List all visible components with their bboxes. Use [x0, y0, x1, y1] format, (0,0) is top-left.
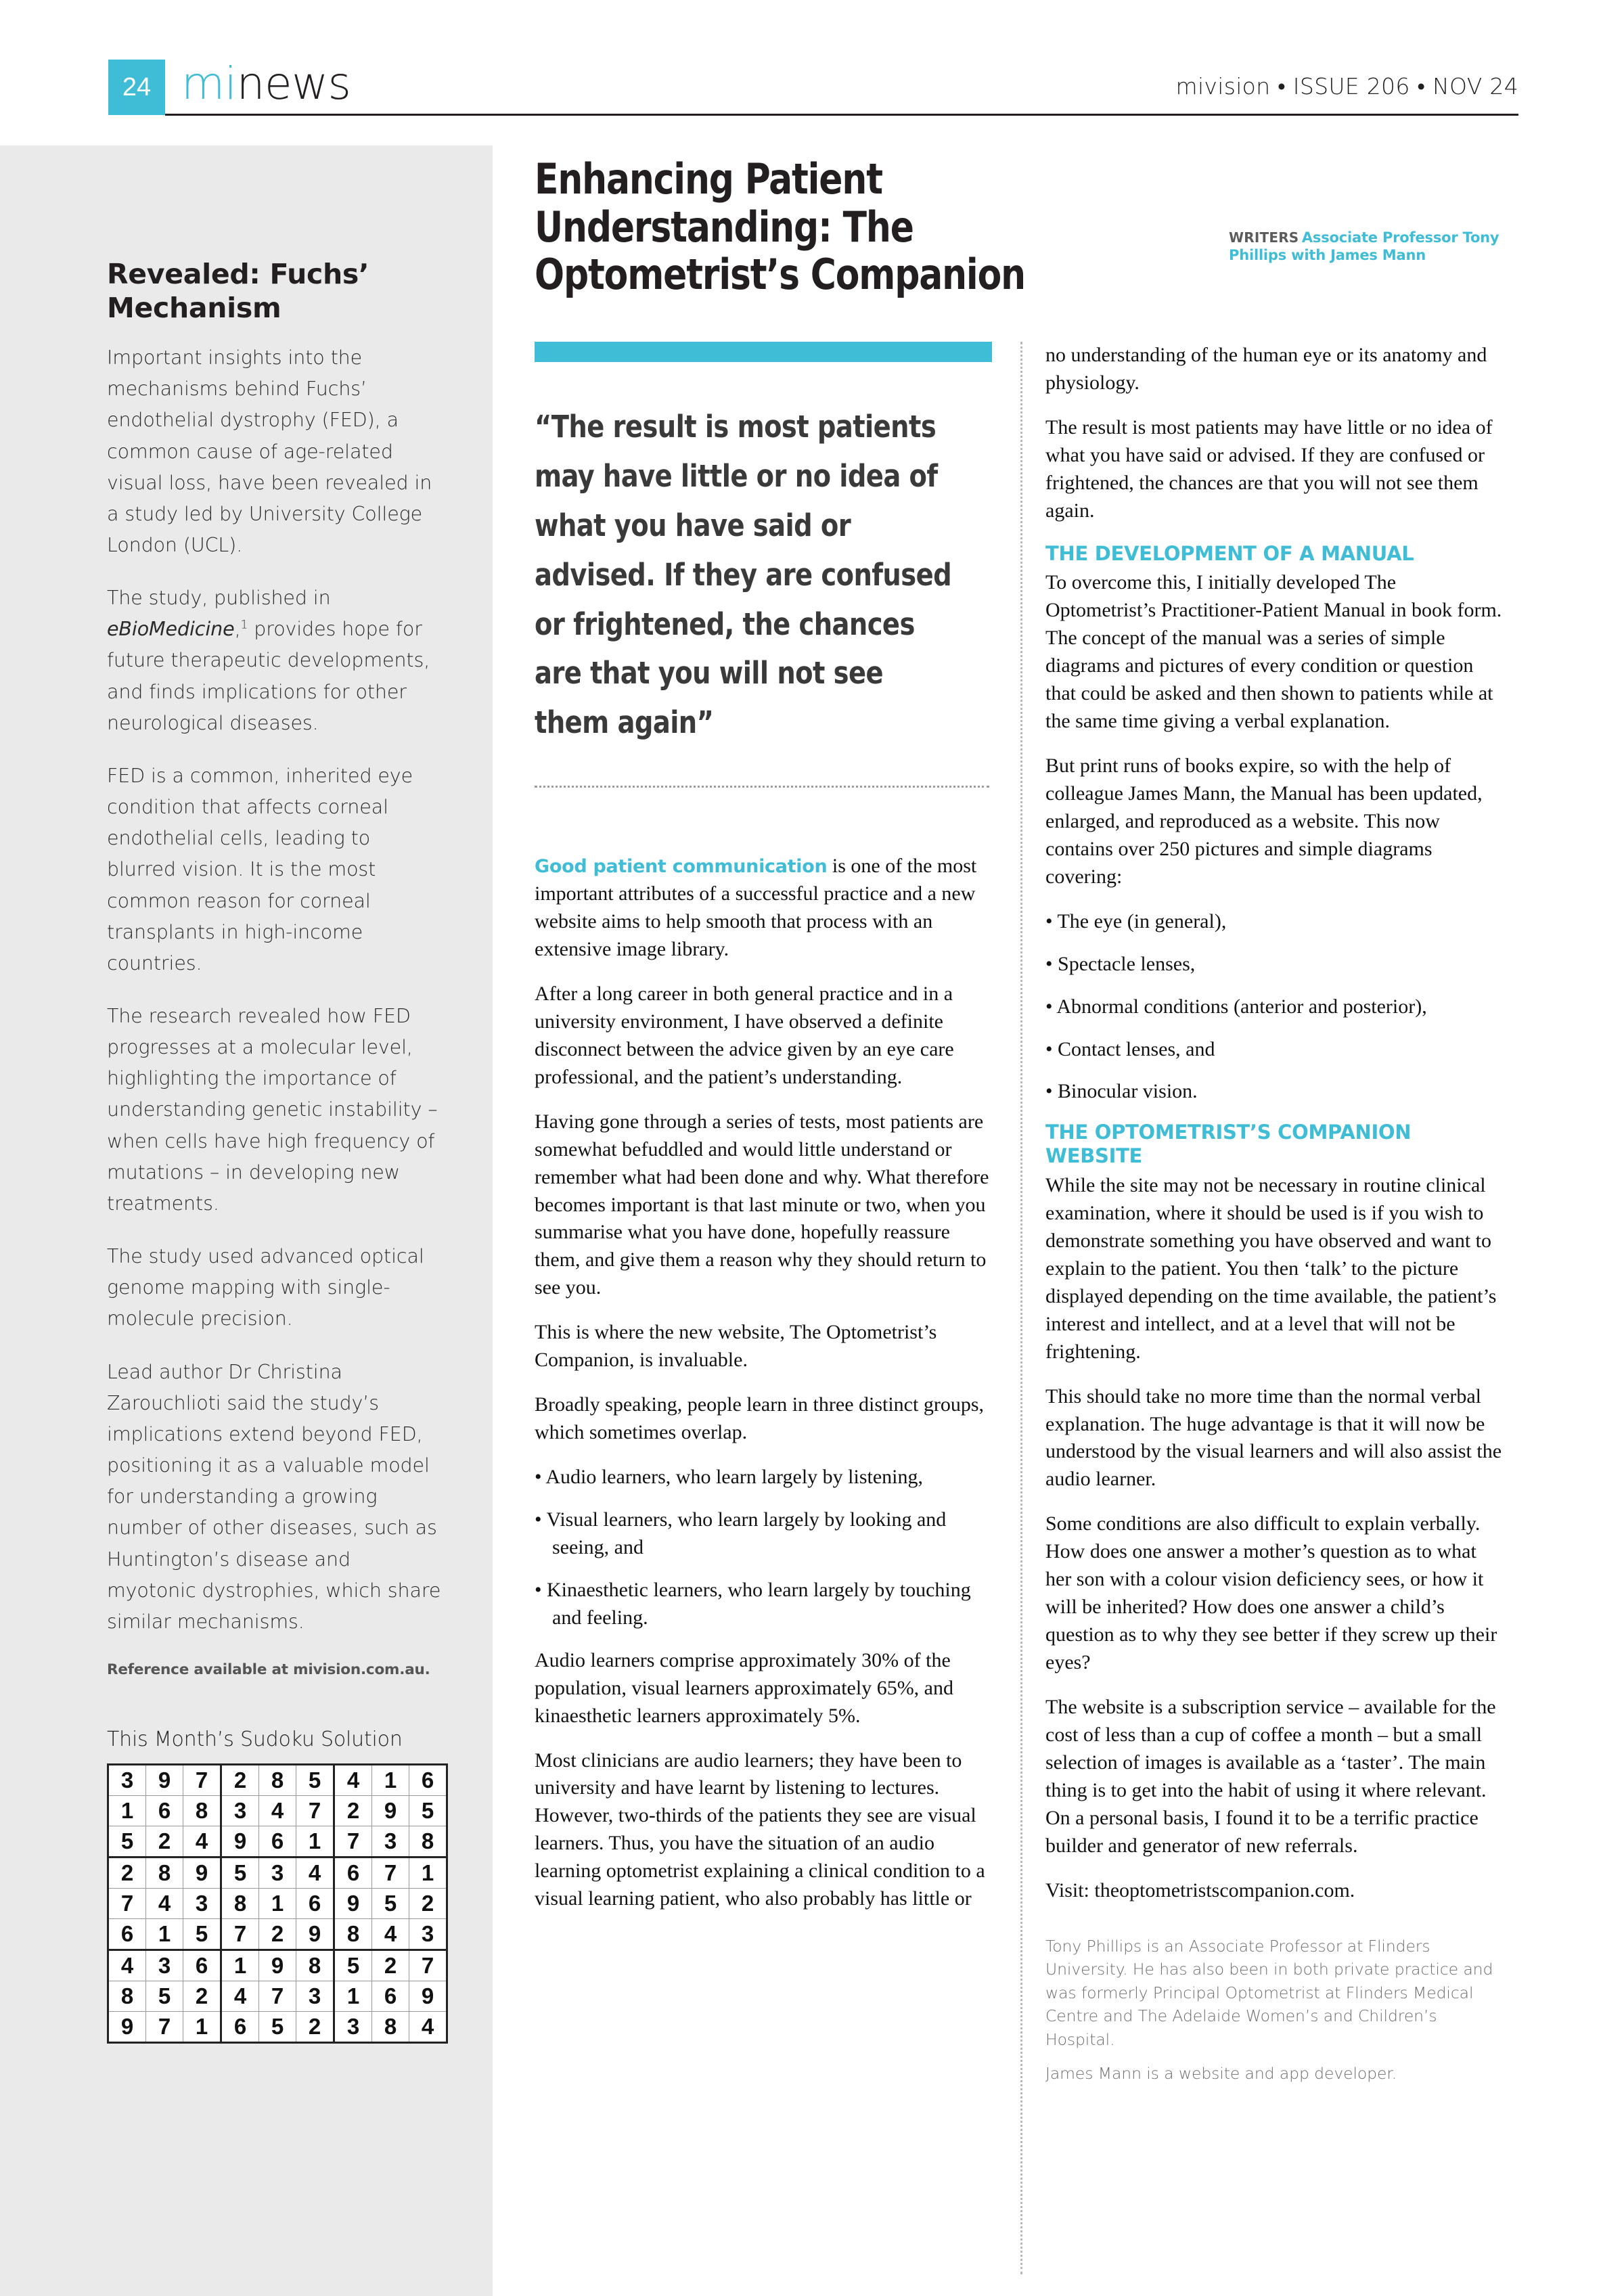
- sudoku-cell: 2: [183, 1981, 221, 2012]
- sudoku-cell: 7: [372, 1858, 409, 1889]
- sudoku-title: This Month’s Sudoku Solution: [107, 1728, 403, 1752]
- sudoku-cell: 4: [372, 1919, 409, 1950]
- sudoku-cell: 9: [108, 2012, 146, 2043]
- sudoku-cell: 3: [183, 1889, 221, 1919]
- sudoku-cell: 4: [259, 1796, 296, 1826]
- sudoku-row: [108, 1765, 447, 1796]
- sudoku-cell: 8: [259, 1765, 296, 1796]
- sudoku-solution-grid: [107, 1763, 448, 2044]
- body-paragraph: Having gone through a series of tests, most patients are somewhat befuddled and would little understand or remember what had been done and why. What therefore becomes important is that last minute or two, when you summarise what you have done, hopefully reassure them, and give them a reason why they should return to see you.: [535, 1110, 989, 1299]
- sudoku-cell: 3: [108, 1765, 146, 1796]
- page-number-badge: 24: [108, 60, 165, 115]
- sudoku-cell: 4: [183, 1826, 221, 1858]
- sudoku-cell: 2: [409, 1889, 447, 1919]
- sudoku-cell: 6: [221, 2012, 259, 2043]
- sudoku-cell: 2: [296, 2012, 334, 2043]
- masthead-divider: [165, 114, 1518, 116]
- sudoku-cell: 2: [108, 1858, 146, 1889]
- sudoku-cell: 2: [146, 1826, 183, 1858]
- sudoku-cell: 2: [372, 1950, 409, 1981]
- sidebar-reference-note: Reference available at mivision.com.au.: [107, 1661, 430, 1678]
- body-paragraph: This is where the new website, The Optometrist’s Companion, is invaluable.: [535, 1321, 937, 1372]
- sudoku-cell: 7: [221, 1919, 259, 1950]
- body-paragraph: After a long career in both general practice and in a university environment, I have observed a definite disconnect between the advice given by an eye care professional, and the patient’s understanding.: [535, 982, 954, 1088]
- sudoku-cell: 8: [296, 1950, 334, 1981]
- sudoku-cell: 3: [372, 1826, 409, 1858]
- section-heading-manual: THE DEVELOPMENT OF A MANUAL: [1045, 541, 1414, 565]
- website-visit-line[interactable]: Visit: theoptometristscompanion.com.: [1045, 1878, 1355, 1901]
- sidebar-heading: Revealed: Fuchs’ Mechanism: [107, 258, 369, 325]
- author-bio-james: James Mann is a website and app developer.: [1045, 2064, 1397, 2084]
- sudoku-cell: 1: [221, 1950, 259, 1981]
- column-divider: [1020, 342, 1022, 2274]
- author-bio-tony: Tony Phillips is an Associate Professor at Flinders University. He has also been in both private practice and was formerly Principal Optometrist at Flinders Medical Centre and The Adelaide Women’s and Children’s Hospital.: [1045, 1936, 1493, 2049]
- sudoku-cell: 3: [146, 1950, 183, 1981]
- writers-credit: [1229, 229, 1499, 265]
- list-item: • The eye (in general),: [1045, 909, 1227, 932]
- sudoku-cell: 9: [259, 1950, 296, 1981]
- sudoku-row: [108, 1981, 447, 2012]
- sudoku-cell: 9: [372, 1796, 409, 1826]
- body-paragraph: While the site may not be necessary in routine clinical examination, where it should be used is if you wish to demonstrate something you have observed and want to explain to the patient. You then ‘talk’ to the picture displayed depending on the time available, the patient’s interest and intellect, and at a level that will not be frightening.: [1045, 1174, 1497, 1363]
- article-columns: [535, 342, 1522, 2284]
- logo-prefix: mi: [181, 58, 237, 110]
- sudoku-cell: 4: [409, 2012, 447, 2043]
- list-item: • Kinaesthetic learners, who learn largely by touching and feeling.: [535, 1578, 971, 1629]
- sudoku-cell: 1: [409, 1858, 447, 1889]
- sudoku-cell: 5: [183, 1919, 221, 1950]
- sudoku-cell: 2: [259, 1919, 296, 1950]
- body-paragraph: The website is a subscription service – available for the cost of less than a cup of coffee a month – but a small selection of images is available as a ‘taster’. The main thing is to get into the habit of using it where relevant. On a personal basis, I found it to be a terrific practice builder and generator of new referrals.: [1045, 1695, 1496, 1857]
- sudoku-cell: 5: [146, 1981, 183, 2012]
- sudoku-cell: 5: [334, 1950, 372, 1981]
- sudoku-cell: 7: [334, 1826, 372, 1858]
- sudoku-cell: 9: [183, 1858, 221, 1889]
- sudoku-cell: 8: [108, 1981, 146, 2012]
- sidebar-paragraph: The study used advanced optical genome mapping with single-molecule precision.: [107, 1245, 424, 1330]
- sidebar-paragraph: The research revealed how FED progresses at a molecular level, highlighting the importance of understanding genetic instability – when cells have high frequency of mutations – in developing new treatments.: [107, 1005, 438, 1215]
- writers-label: WRITERS: [1229, 229, 1299, 246]
- journal-name: eBioMedicine: [107, 618, 235, 641]
- sidebar-paragraph: Important insights into the mechanisms behind Fuchs’ endothelial dystrophy (FED), a common cause of age-related visual loss, have been revealed in a study led by University College London (UCL).: [107, 346, 432, 556]
- body-paragraph: The result is most patients may have little or no idea of what you have said or advised. If they are confused or frightened, the chances are that you will not see them again.: [1045, 415, 1493, 522]
- body-paragraph: This should take no more time than the normal verbal explanation. The huge advantage is that it will now be understood by the visual learners and will also assist the audio learner.: [1045, 1385, 1502, 1491]
- sidebar-paragraph: FED is a common, inherited eye condition that affects corneal endothelial cells, leading to blurred vision. It is the most common reason for corneal transplants in high-income countries.: [107, 764, 413, 974]
- right-column: [1045, 342, 1506, 2096]
- sudoku-cell: 8: [409, 1826, 447, 1858]
- sudoku-cell: 4: [296, 1858, 334, 1889]
- sudoku-cell: 9: [296, 1919, 334, 1950]
- sudoku-cell: 4: [334, 1765, 372, 1796]
- sudoku-cell: 2: [221, 1765, 259, 1796]
- writers-names: Associate Professor Tony Phillips with James Mann: [1229, 229, 1499, 264]
- sudoku-cell: 6: [296, 1889, 334, 1919]
- sudoku-cell: 1: [183, 2012, 221, 2043]
- sidebar-paragraph-study: [107, 583, 442, 739]
- article-headline: Enhancing Patient Understanding: The Optometrist’s Companion: [535, 154, 1025, 300]
- sudoku-cell: 5: [221, 1858, 259, 1889]
- list-item: • Spectacle lenses,: [1045, 952, 1196, 975]
- footnote-marker: 1: [240, 618, 248, 632]
- sudoku-cell: 4: [221, 1981, 259, 2012]
- sudoku-cell: 3: [296, 1981, 334, 2012]
- sudoku-cell: 7: [108, 1889, 146, 1919]
- sudoku-cell: 6: [146, 1796, 183, 1826]
- paragraph-rest: is one of the most important attributes of a successful practice and a new website aims to help smooth that process with an extensive image library.: [535, 855, 977, 961]
- sudoku-cell: 1: [334, 1981, 372, 2012]
- sudoku-cell: 9: [146, 1765, 183, 1796]
- study-pre: The study, published in: [107, 587, 331, 610]
- author-bio-block: [1045, 1935, 1506, 2086]
- sudoku-cell: 8: [183, 1796, 221, 1826]
- sudoku-row: [108, 1889, 447, 1919]
- sudoku-cell: 7: [409, 1950, 447, 1981]
- sudoku-cell: 6: [183, 1950, 221, 1981]
- sudoku-cell: 3: [221, 1796, 259, 1826]
- sudoku-cell: 5: [372, 1889, 409, 1919]
- article-header: [535, 156, 1522, 299]
- sudoku-row: [108, 1950, 447, 1981]
- masthead: [0, 0, 1624, 125]
- sudoku-cell: 1: [372, 1765, 409, 1796]
- sudoku-cell: 6: [334, 1858, 372, 1889]
- body-paragraph: Some conditions are also difficult to explain verbally. How does one answer a mother’s question as to what her son with a colour vision deficiency sees, or how it will be inherited? How does one answer a child’s question as to why they see better if they screw up their eyes?: [1045, 1512, 1497, 1674]
- sudoku-cell: 7: [146, 2012, 183, 2043]
- list-item: • Binocular vision.: [1045, 1080, 1198, 1103]
- sudoku-row: [108, 1858, 447, 1889]
- body-paragraph: But print runs of books expire, so with the help of colleague James Mann, the Manual has been updated, enlarged, and reproduced as a website. This now contains over 250 pictures and simple diagrams covering:: [1045, 755, 1483, 888]
- issue-info: mivision • ISSUE 206 • NOV 24: [1175, 73, 1518, 99]
- sudoku-cell: 1: [108, 1796, 146, 1826]
- sudoku-row: [108, 1796, 447, 1826]
- sudoku-row: [108, 1826, 447, 1858]
- list-item: • Contact lenses, and: [1045, 1037, 1215, 1060]
- sudoku-cell: 6: [108, 1919, 146, 1950]
- sudoku-cell: 5: [409, 1796, 447, 1826]
- sudoku-cell: 7: [296, 1796, 334, 1826]
- sudoku-cell: 5: [296, 1765, 334, 1796]
- sidebar-panel: [0, 145, 493, 2296]
- sudoku-cell: 2: [334, 1796, 372, 1826]
- sidebar-content: [107, 257, 442, 2044]
- sudoku-cell: 8: [372, 2012, 409, 2043]
- sudoku-cell: 7: [259, 1981, 296, 2012]
- sudoku-cell: 1: [146, 1919, 183, 1950]
- sudoku-cell: 8: [146, 1858, 183, 1889]
- sudoku-cell: 1: [259, 1889, 296, 1919]
- paragraph-leadin-phrase: Good patient communication: [535, 856, 828, 878]
- list-item: • Abnormal conditions (anterior and posterior),: [1045, 995, 1427, 1018]
- study-post: provides hope for future therapeutic developments, and finds implications for other neurological diseases.: [107, 618, 430, 734]
- sudoku-cell: 4: [146, 1889, 183, 1919]
- pullquote-accent-bar: [535, 342, 992, 362]
- logo-suffix: news: [236, 58, 351, 110]
- pullquote-bottom-rule: [535, 786, 989, 788]
- section-heading-website: THE OPTOMETRIST’S COMPANION WEBSITE: [1045, 1121, 1412, 1168]
- sudoku-cell: 5: [108, 1826, 146, 1858]
- sudoku-cell: 6: [372, 1981, 409, 2012]
- sudoku-row: [108, 2012, 447, 2043]
- list-item: • Visual learners, who learn largely by looking and seeing, and: [535, 1508, 947, 1558]
- sudoku-cell: 6: [259, 1826, 296, 1858]
- comma-sep: ,: [234, 618, 241, 641]
- sudoku-cell: 3: [259, 1858, 296, 1889]
- body-paragraph-leadin: [535, 853, 995, 964]
- body-paragraph: Broadly speaking, people learn in three distinct groups, which sometimes overlap.: [535, 1393, 984, 1444]
- sudoku-body: [108, 1765, 447, 2043]
- sidebar-paragraph: Lead author Dr Christina Zarouchlioti said the study’s implications extend beyond FED, positioning it as a valuable model for understanding a growing number of other diseases, such as Huntington’s disease and myotonic dystrophies, which share similar mechanisms.: [107, 1360, 441, 1633]
- sudoku-row: [108, 1919, 447, 1950]
- list-item: • Audio learners, who learn largely by listening,: [535, 1466, 923, 1489]
- sudoku-cell: 9: [334, 1889, 372, 1919]
- pullquote-text: “The result is most patients may have little or no idea of what you have said or advised. If they are confused or frightened, the chances are that you will not see them again”: [535, 409, 952, 741]
- middle-column: [535, 342, 995, 1930]
- sudoku-cell: 9: [221, 1826, 259, 1858]
- sudoku-cell: 4: [108, 1950, 146, 1981]
- body-paragraph: Audio learners comprise approximately 30% of the population, visual learners approximately 65%, and kinaesthetic learners approximately 5%.: [535, 1648, 953, 1727]
- body-paragraph: Most clinicians are audio learners; they have been to university and have learnt by listening to lectures. However, two-thirds of the patients they see are visual learners. Thus, you have the situation of an audio learning optometrist explaining a clinical condition to a visual learning patient, who also probably has little or: [535, 1749, 985, 1910]
- sudoku-cell: 1: [296, 1826, 334, 1858]
- sudoku-cell: 8: [334, 1919, 372, 1950]
- sudoku-cell: 3: [409, 1919, 447, 1950]
- sudoku-cell: 7: [183, 1765, 221, 1796]
- sudoku-cell: 6: [409, 1765, 447, 1796]
- body-paragraph: To overcome this, I initially developed The Optometrist’s Practitioner-Patient Manual in book form. The concept of the manual was a series of simple diagrams and pictures of every condition or question that could be asked and then shown to patients while at the same time giving a verbal explanation.: [1045, 571, 1502, 733]
- sudoku-cell: 9: [409, 1981, 447, 2012]
- sudoku-cell: 8: [221, 1889, 259, 1919]
- publication-logo: [181, 58, 351, 110]
- body-paragraph: no understanding of the human eye or its anatomy and physiology.: [1045, 344, 1487, 394]
- sudoku-cell: 3: [334, 2012, 372, 2043]
- sudoku-cell: 5: [259, 2012, 296, 2043]
